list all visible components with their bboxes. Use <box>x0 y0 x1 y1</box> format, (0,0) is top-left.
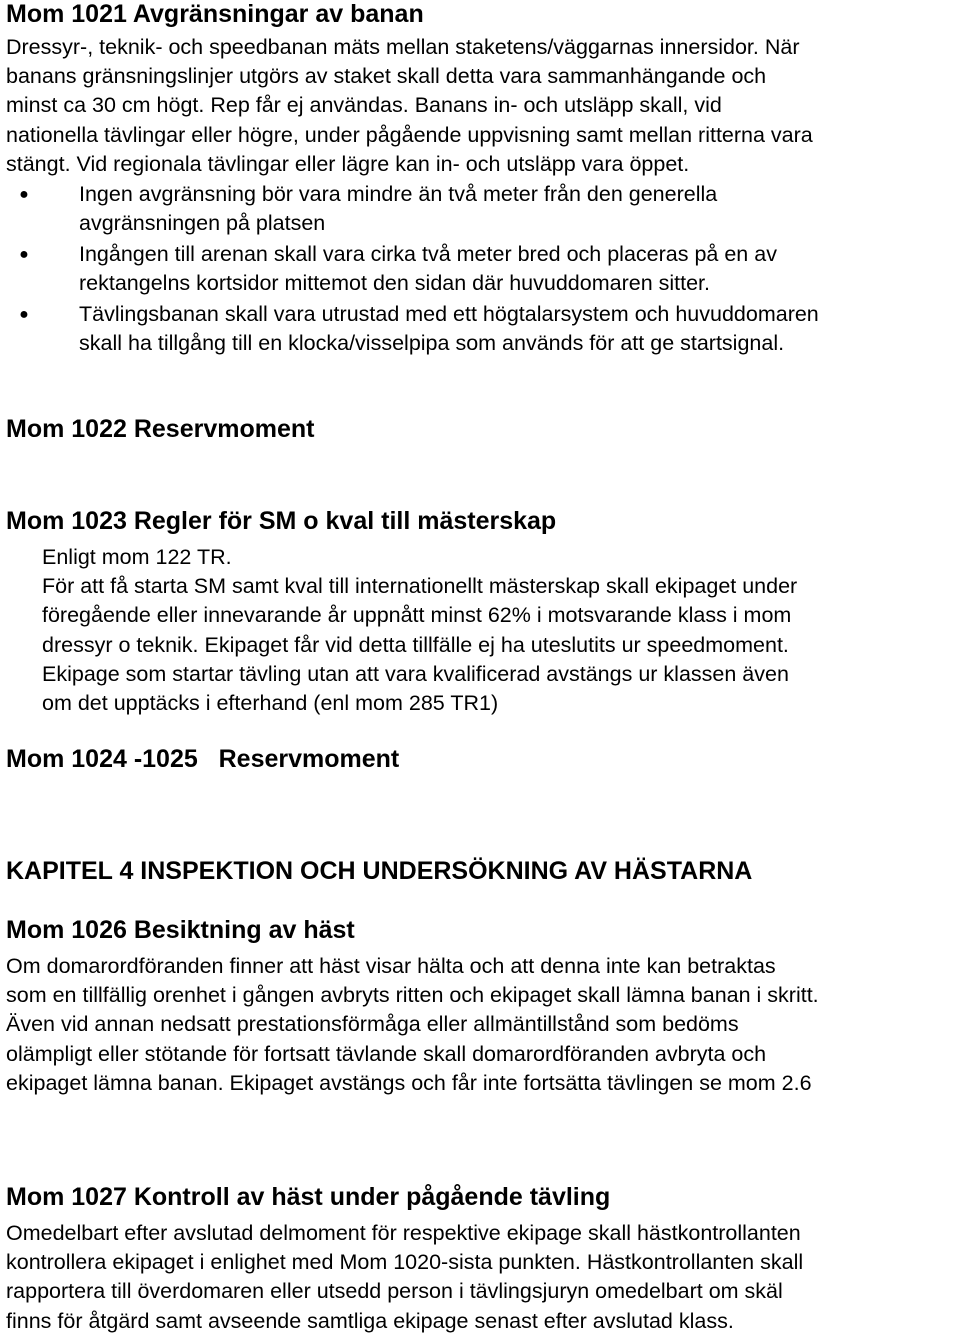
text-line: rapportera till överdomaren eller utsedd person i tävlingsjuryn omedelbart om skäl <box>6 1279 783 1304</box>
text-line: Även vid annan nedsatt prestationsförmåga eller allmäntillstånd som bedöms <box>6 1012 739 1037</box>
text-line: stängt. Vid regionala tävlingar eller lägre kan in- och utsläpp vara öppet. <box>6 151 690 176</box>
text-line: föregående eller innevarande år uppnått minst 62% i motsvarande klass i mom <box>42 603 792 628</box>
heading-mom-1027: Mom 1027 Kontroll av häst under pågående tävling <box>6 1183 611 1211</box>
paragraph-mom-1027 <box>6 1219 956 1336</box>
heading-mom-1021: Mom 1021 Avgränsningar av banan <box>6 0 424 28</box>
text-line: finns för åtgärd samt avseende samtliga ekipage senast efter avslutad klass. <box>6 1308 734 1333</box>
heading-mom-1026: Mom 1026 Besiktning av häst <box>6 916 355 944</box>
text-line: Dressyr-, teknik- och speedbanan mäts mellan staketens/väggarnas innersidor. När <box>6 35 800 59</box>
text-line: kontrollera ekipaget i enlighet med Mom 1020-sista punkten. Hästkontrollanten skall <box>6 1250 804 1275</box>
text-line: Om domarordföranden finner att häst visar hälta och att denna inte kan betraktas <box>6 954 776 978</box>
text-line: rektangelns kortsidor mittemot den sidan där huvuddomaren sitter. <box>79 271 710 296</box>
text-line: avgränsningen på platsen <box>79 211 326 236</box>
text-line: Ingen avgränsning bör vara mindre än två meter från den generella <box>79 182 718 206</box>
text-line: nationella tävlingar eller högre, under pågående uppvisning samt mellan ritterna vara <box>6 122 813 147</box>
paragraph-mom-1026 <box>6 952 960 1098</box>
heading-mom-1022: Mom 1022 Reservmoment <box>6 415 315 443</box>
bullet-dot-icon: ● <box>19 246 29 263</box>
heading-kapitel-4: KAPITEL 4 INSPEKTION OCH UNDERSÖKNING AV HÄSTARNA <box>6 857 753 885</box>
text-line: dressyr o teknik. Ekipaget får vid detta tillfälle ej ha uteslutits ur speedmoment. <box>42 632 789 657</box>
text-line: För att få starta SM samt kval till internationellt mästerskap skall ekipaget under <box>42 574 798 599</box>
text-line: Tävlingsbanan skall vara utrustad med ett högtalarsystem och huvuddomaren <box>79 302 819 326</box>
text-line: Enligt mom 122 TR. <box>42 545 232 569</box>
paragraph-mom-1023 <box>42 543 956 718</box>
text-line: Omedelbart efter avslutad delmoment för respektive ekipage skall hästkontrollanten <box>6 1221 801 1245</box>
text-line: ekipaget lämna banan. Ekipaget avstängs och får inte fortsätta tävlingen se mom 2.6 <box>6 1070 812 1095</box>
text-line: banans gränsningslinjer utgörs av staket skall detta vara sammanhängande och <box>6 64 767 89</box>
heading-mom-1023: Mom 1023 Regler för SM o kval till mästerskap <box>6 507 557 535</box>
paragraph-mom-1021 <box>6 33 956 179</box>
text-line: som en tillfällig orenhet i gången avbryts ritten och ekipaget skall lämna banan i skritt. <box>6 983 819 1008</box>
bullet-dot-icon: ● <box>19 186 29 203</box>
bullet-dot-icon: ● <box>19 306 29 323</box>
text-line: Ingången till arenan skall vara cirka två meter bred och placeras på en av <box>79 242 777 266</box>
text-line: minst ca 30 cm högt. Rep får ej användas. Banans in- och utsläpp skall, vid <box>6 93 722 118</box>
text-line: Ekipage som startar tävling utan att vara kvalificerad avstängs ur klassen även <box>42 661 789 686</box>
text-line: olämpligt eller stötande för fortsatt tävlande skall domarordföranden avbryta och <box>6 1041 767 1066</box>
heading-mom-1024-1025: Mom 1024 -1025 Reservmoment <box>6 745 400 773</box>
text-line: skall ha tillgång till en klocka/visselpipa som används för att ge startsignal. <box>79 331 785 356</box>
text-line: om det upptäcks i efterhand (enl mom 285 TR1) <box>42 691 499 716</box>
